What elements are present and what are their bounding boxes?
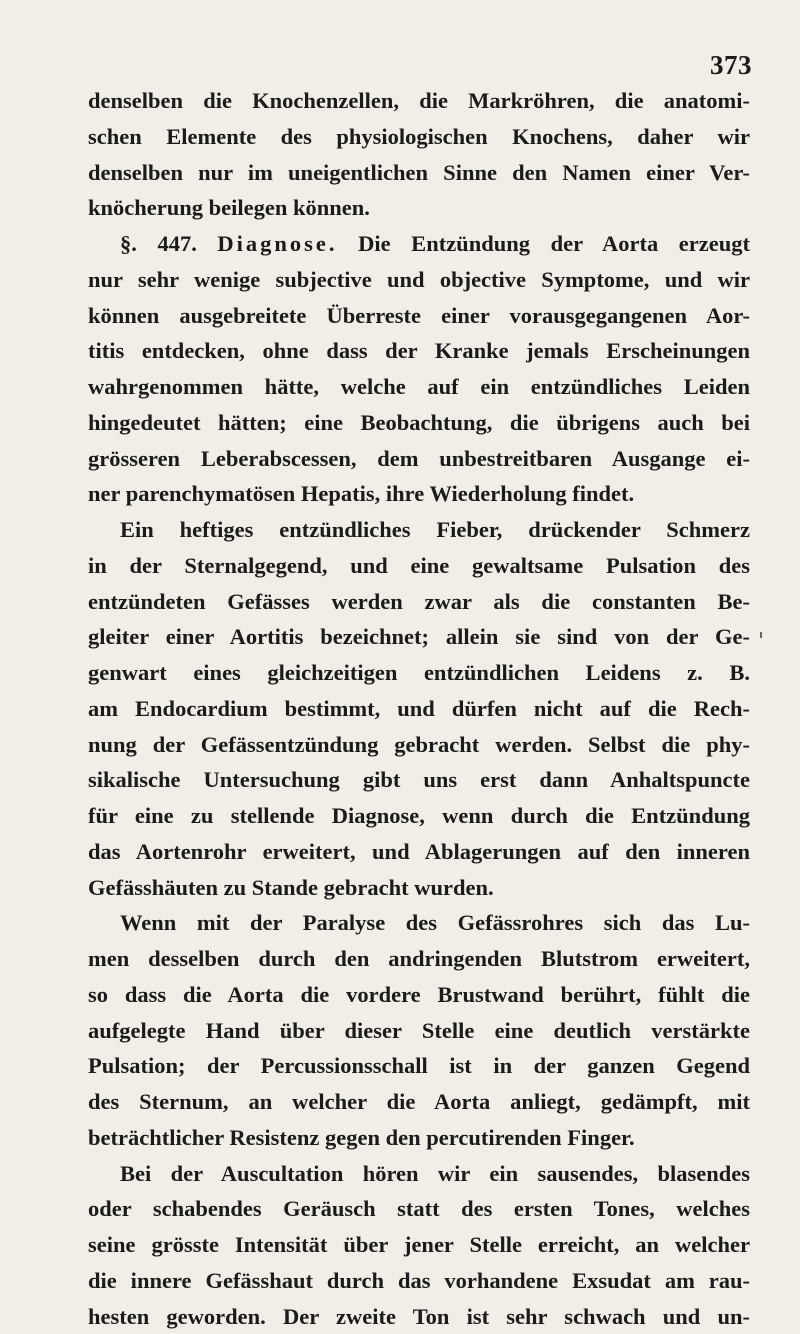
text-line: schen Elemente des physiologischen Knochens, daher wir bbox=[88, 119, 750, 155]
text-line: hingedeutet hätten; eine Beobachtung, die übrigens auch bei bbox=[88, 405, 750, 441]
text-line: seine grösste Intensität über jener Stelle erreicht, an welcher bbox=[88, 1227, 750, 1263]
text-line: für eine zu stellende Diagnose, wenn durch die Entzündung bbox=[88, 798, 750, 834]
text-line: Ein heftiges entzündliches Fieber, drückender Schmerz bbox=[88, 512, 750, 548]
section-number: §. 447. bbox=[120, 231, 197, 256]
text-line: sikalische Untersuchung gibt uns erst dann Anhaltspuncte bbox=[88, 762, 750, 798]
text-line: denselben nur im uneigentlichen Sinne den Namen einer Ver- bbox=[88, 155, 750, 191]
text-line: in der Sternalgegend, und eine gewaltsame Pulsation des bbox=[88, 548, 750, 584]
text-line: knöcherung beilegen können. bbox=[88, 190, 750, 226]
text-line: genwart eines gleichzeitigen entzündlichen Leidens z. B. bbox=[88, 655, 750, 691]
text-line: aufgelegte Hand über dieser Stelle eine deutlich verstärkte bbox=[88, 1013, 750, 1049]
text-line: oder schabendes Geräusch statt des ersten Tones, welches bbox=[88, 1191, 750, 1227]
text-line: grösseren Leberabscessen, dem unbestreitbaren Ausgange ei- bbox=[88, 441, 750, 477]
body-text bbox=[88, 83, 750, 1334]
text-line: Gefässhäuten zu Stande gebracht wurden. bbox=[88, 870, 750, 906]
text-line: Bei der Auscultation hören wir ein sausendes, blasendes bbox=[88, 1156, 750, 1192]
page-number: 373 bbox=[692, 50, 752, 81]
text-line: ner parenchymatösen Hepatis, ihre Wiederholung findet. bbox=[88, 476, 750, 512]
text-line: denselben die Knochenzellen, die Markröhren, die anatomi- bbox=[88, 83, 750, 119]
text-line: so dass die Aorta die vordere Brustwand berührt, fühlt die bbox=[88, 977, 750, 1013]
text-line: können ausgebreitete Überreste einer vorausgegangenen Aor- bbox=[88, 298, 750, 334]
text-line: wahrgenommen hätte, welche auf ein entzündliches Leiden bbox=[88, 369, 750, 405]
text-line: am Endocardium bestimmt, und dürfen nicht auf die Rech- bbox=[88, 691, 750, 727]
text-line: titis entdecken, ohne dass der Kranke jemals Erscheinungen bbox=[88, 333, 750, 369]
section-heading-line bbox=[88, 226, 750, 262]
text-line: das Aortenrohr erweitert, und Ablagerungen auf den inneren bbox=[88, 834, 750, 870]
text-line: Wenn mit der Paralyse des Gefässrohres sich das Lu- bbox=[88, 905, 750, 941]
text-line: nung der Gefässentzündung gebracht werden. Selbst die phy- bbox=[88, 727, 750, 763]
margin-mark bbox=[760, 632, 762, 638]
text-line: Die Entzündung der Aorta erzeugt bbox=[358, 231, 750, 256]
text-line: des Sternum, an welcher die Aorta anliegt, gedämpft, mit bbox=[88, 1084, 750, 1120]
section-heading: Diagnose. bbox=[217, 231, 337, 256]
text-line: hesten geworden. Der zweite Ton ist sehr schwach und un- bbox=[88, 1299, 750, 1334]
text-line: beträchtlicher Resistenz gegen den percutirenden Finger. bbox=[88, 1120, 750, 1156]
text-line: nur sehr wenige subjective und objective Symptome, und wir bbox=[88, 262, 750, 298]
text-line: die innere Gefässhaut durch das vorhandene Exsudat am rau- bbox=[88, 1263, 750, 1299]
text-line: Pulsation; der Percussionsschall ist in der ganzen Gegend bbox=[88, 1048, 750, 1084]
text-line: men desselben durch den andringenden Blutstrom erweitert, bbox=[88, 941, 750, 977]
text-line: gleiter einer Aortitis bezeichnet; allein sie sind von der Ge- bbox=[88, 619, 750, 655]
text-line: entzündeten Gefässes werden zwar als die constanten Be- bbox=[88, 584, 750, 620]
